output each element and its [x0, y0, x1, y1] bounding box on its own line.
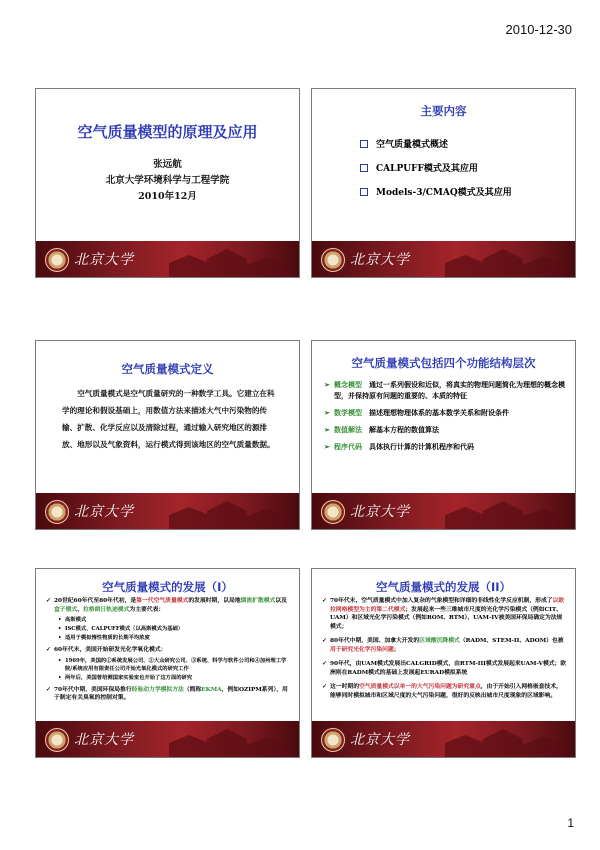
sub-item: • 两年后，美国曾给测国家实验室也开始了这方面的研究	[58, 674, 291, 682]
slide-title-page	[35, 88, 300, 278]
building-silhouette-icon	[149, 493, 299, 529]
slide-development-1	[35, 568, 300, 758]
page-date: 2010-12-30	[505, 22, 572, 37]
slide-meta	[36, 157, 299, 205]
slide-footer	[312, 493, 575, 529]
list-item: ➢ 数值解法 解基本方程的数值算法	[324, 424, 565, 435]
slide-title: 空气质量模式的发展（II）	[375, 580, 512, 594]
university-emblem-icon	[321, 248, 345, 272]
slide-footer	[36, 241, 299, 277]
list-item: 空气质量模式概述	[360, 137, 512, 150]
presentation-date: 2010年12月	[138, 191, 197, 202]
university-emblem-icon	[321, 728, 345, 752]
slide-footer	[312, 241, 575, 277]
square-bullet-icon	[360, 140, 368, 148]
list-item: Models-3/CMAQ模式及其应用	[360, 185, 512, 198]
levels-list	[324, 379, 565, 458]
list-item: ✓ 80年代中期，美国、加拿大开发的区域酸沉降模式（RADM、STEM-II、ADOM）也被用于研究光化学污染问题；	[322, 637, 567, 654]
definition-text: 空气质量模式是空气质量研究的一种数学工具。它建立在科学的理论和假设基础上，用数值方法来描述大气中污染物的传输、扩散、化学反应以及清除过程，通过输入研究地区的源排放、地形以及气象资料，运行模式得到该地区的空气质量数据。	[62, 389, 275, 449]
university-logo-text: 北京大学	[350, 504, 410, 520]
slide-title: 空气质量模式定义	[121, 362, 214, 376]
development-list	[46, 597, 291, 707]
square-bullet-icon	[360, 164, 368, 172]
slide-four-levels	[311, 340, 576, 530]
building-silhouette-icon	[425, 493, 575, 529]
slide-footer	[312, 721, 575, 757]
list-item: ✓ 70年代中期，美国环保局推行经验动力学模拟方法（简称EKMA，例如OZIPM系列），用于制定有关臭氧的控制对策。	[46, 686, 291, 703]
slide-title: 空气质量模式的发展（I）	[102, 580, 233, 594]
square-bullet-icon	[360, 188, 368, 196]
list-item: ✓ 90年代，由UAM模式发展出CALGRID模式，由RTM-III模式发展起来UAM-V模式；欧洲则在RADM模式的基础上发展起EURAD模拟系统	[322, 660, 567, 677]
list-item: ✓ 这一时期的空气质量模式以单一的大气污染问题为研究重点，由于开始引入网格嵌套技术，能够同时模拟城市和区域尺度的大气污染问题，很好的反映出城市尺度现象的区域影响。	[322, 683, 567, 700]
affiliation: 北京大学环境科学与工程学院	[105, 175, 230, 186]
slide-title: 空气质量模型的原理及应用	[77, 123, 258, 141]
contents-list	[360, 137, 512, 209]
list-item: ✓ 70年代末，空气质量模式中加入复杂的气象模型和详细的非线性化学反应机制，形成了以欧拉网格模型为主的第二代模式；发展起来一些三维城市尺度的光化学污染模式（例如CIT、UAM）和区域光化学污染模式（例如ROM、RTM），UAM-IV被美国环保局确定为法规模式；	[322, 597, 567, 631]
sub-item: • 适用于模拟惰性物质的长期平均浓度	[58, 634, 291, 642]
list-item: CALPUFF模式及其应用	[360, 161, 512, 174]
university-emblem-icon	[45, 728, 69, 752]
list-item: ➢ 概念模型 通过一系列假设和近似，将真实的物理问题简化为理想的概念模型，并保持原有问题的重要的、本质的特征	[324, 379, 565, 401]
slide-development-2	[311, 568, 576, 758]
university-emblem-icon	[45, 500, 69, 524]
building-silhouette-icon	[425, 721, 575, 757]
author-name: 张远航	[153, 159, 182, 170]
university-emblem-icon	[321, 500, 345, 524]
slide-footer	[36, 721, 299, 757]
university-logo-text: 北京大学	[74, 504, 134, 520]
sub-item: • ISC模式、CALPUFF模式（以高斯模式为基础）	[58, 625, 291, 633]
list-item: ➢ 程序代码 具体执行计算的计算机程序和代码	[324, 441, 565, 452]
building-silhouette-icon	[149, 241, 299, 277]
university-logo-text: 北京大学	[74, 732, 134, 748]
university-emblem-icon	[45, 248, 69, 272]
university-logo-text: 北京大学	[350, 252, 410, 268]
slide-footer	[36, 493, 299, 529]
list-item: ✓ 60年代末，美国开始研发光化学氧化模式： • 1969年，美国的①系统发展公司、②大众研究公司、③系统、科学与软件公司和④加州理工学院/系统应用有限责任公司开始光氧化模式的研究工作 • 两年后，美国曾给测国家实验室也开始了这方面的研究	[46, 646, 291, 682]
university-logo-text: 北京大学	[74, 252, 134, 268]
slide-contents	[311, 88, 576, 278]
page-number: 1	[567, 816, 574, 830]
development-list	[322, 597, 567, 706]
sub-item: • 高斯模式	[58, 616, 291, 624]
building-silhouette-icon	[425, 241, 575, 277]
building-silhouette-icon	[149, 721, 299, 757]
list-item: ✓ 20世纪60年代至80年代初，是第一代空气质量模式的发展时期，以局地烟流扩散模式以及盒子模式、拉格朗日轨迹模式为主要代表： • 高斯模式 • ISC模式、CALPUFF模式（以高斯模式为基础） • 适用于模拟惰性物质的长期平均浓度	[46, 597, 291, 642]
list-item: ➢ 数学模型 描述理想物理体系的基本数学关系和附设条件	[324, 407, 565, 418]
slide-definition	[35, 340, 300, 530]
slide-title: 空气质量模式包括四个功能结构层次	[351, 356, 536, 370]
slide-title: 主要内容	[420, 104, 467, 118]
sub-item: • 1969年，美国的①系统发展公司、②大众研究公司、③系统、科学与软件公司和④加州理工学院/系统应用有限责任公司开始光氧化模式的研究工作	[58, 657, 291, 673]
university-logo-text: 北京大学	[350, 732, 410, 748]
